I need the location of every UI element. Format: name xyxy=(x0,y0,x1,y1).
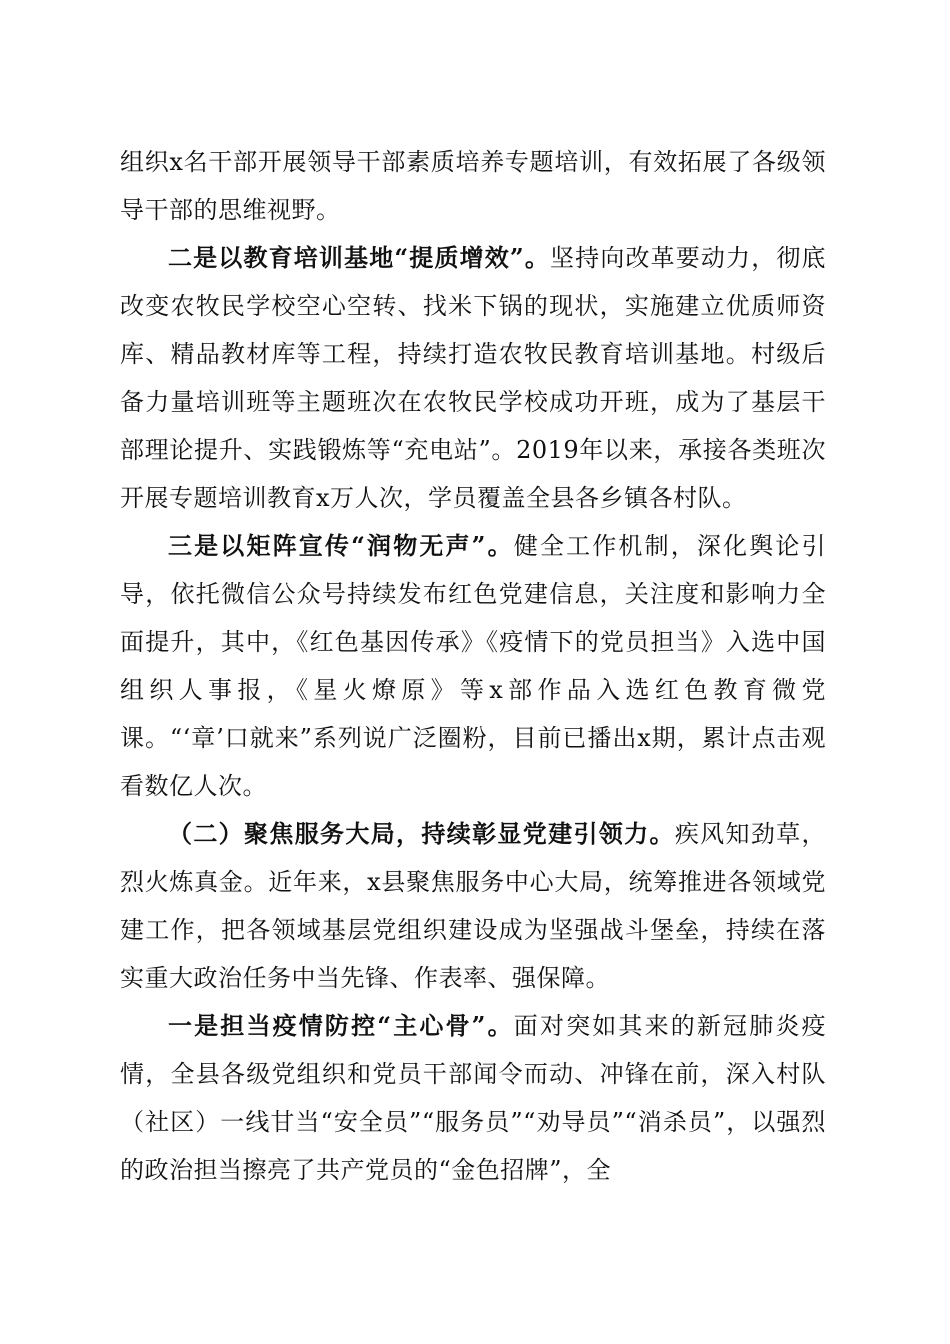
section-heading: （二）聚焦服务大局，持续彰显党建引领力。 xyxy=(168,819,675,848)
paragraph-text: 组织x名干部开展领导干部素质培养专题培训，有效拓展了各级领导干部的思维视野。 xyxy=(120,148,826,224)
paragraph-matrix-publicity xyxy=(120,522,826,810)
paragraph-continuation xyxy=(120,138,826,234)
paragraph-section-two xyxy=(120,810,826,1002)
paragraph-lead: 一是担当疫情防控“主心骨”。 xyxy=(168,1011,514,1040)
paragraph-lead: 二是以教育培训基地“提质增效”。 xyxy=(168,243,551,272)
paragraph-training-base xyxy=(120,234,826,522)
paragraph-text: 疾风知劲草，烈火炼真金。近年来，x县聚焦服务中心大局，统筹推进各领域党建工作，把各领域基层党组织建设成为坚强战斗堡垒，持续在落实重大政治任务中当先锋、作表率、强保障。 xyxy=(120,820,827,992)
paragraph-text: 面对突如其来的新冠肺炎疫情，全县各级党组织和党员干部闻令而动、冲锋在前，深入村队（社区）一线甘当“安全员”“服务员”“劝导员”“消杀员”，以强烈的政治担当擦亮了共产党员的“金色招牌”，全 xyxy=(120,1012,827,1184)
paragraph-text: 坚持向改革要动力，彻底改变农牧民学校空心空转、找米下锅的现状，实施建立优质师资库、精品教材库等工程，持续打造农牧民教育培训基地。村级后备力量培训班等主题班次在农牧民学校成功开班，成为了基层干部理论提升、实践锻炼等“充电站”。2019年以来，承接各类班次开展专题培训教育x万人次，学员覆盖全县各乡镇各村队。 xyxy=(120,244,827,512)
paragraph-epidemic-control xyxy=(120,1002,826,1194)
paragraph-text: 健全工作机制，深化舆论引导，依托微信公众号持续发布红色党建信息，关注度和影响力全面提升，其中，《红色基因传承》《疫情下的党员担当》入选中国组织人事报，《星火燎原》等x部作品入选红色教育微党课。“‘章’口就来”系列说广泛圈粉，目前已播出x期，累计点击观看数亿人次。 xyxy=(120,532,827,800)
document-body xyxy=(120,138,826,1194)
paragraph-lead: 三是以矩阵宣传“润物无声”。 xyxy=(168,531,514,560)
